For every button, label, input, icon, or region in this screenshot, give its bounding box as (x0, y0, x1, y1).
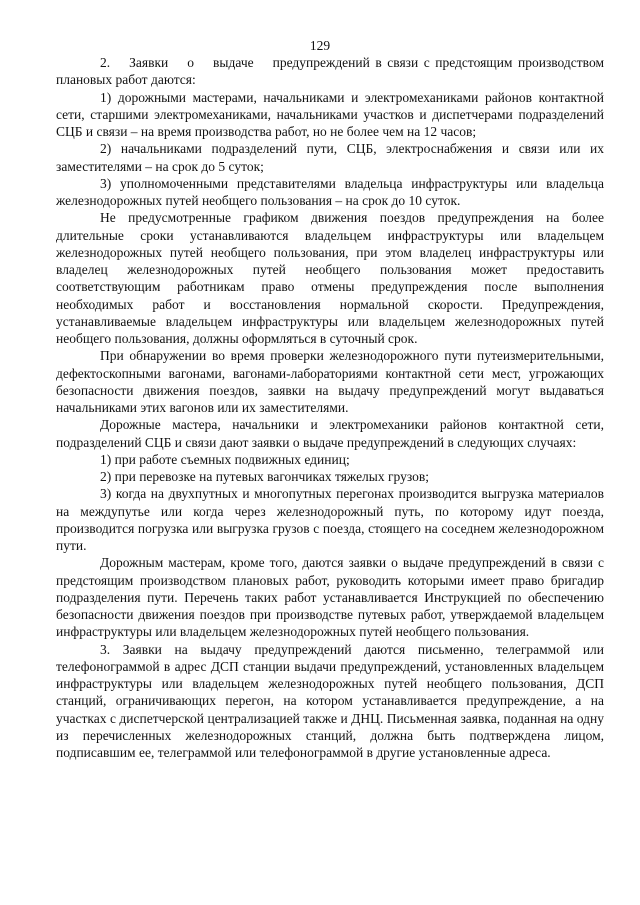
paragraph-following-cases: Дорожные мастера, начальники и электромеханики районов контактной сети, подразделений СЦБ и связи дают заявки о выдаче предупреждений в следующих случаях: (56, 417, 604, 450)
paragraph-case-heavy-cargo: 2) при перевозке на путевых вагончиках тяжелых грузов; (100, 469, 429, 484)
paragraph-road-masters-additional: Дорожным мастерам, кроме того, даются заявки о выдаче предупреждений в связи с предстоящим производством плановых работ, руководить которыми имеет право бригадир подразделения пути. Перечень таких работ устанавливается Инструкцией по обеспечению безопасности движения поездов при производстве путевых работ, утверждаемой владельцем инфраструктуры или владельцем железнодорожных путей необщего пользования. (56, 555, 604, 640)
paragraph-case-removable-units: 1) при работе съемных подвижных единиц; (100, 451, 350, 467)
page-number: 129 (309, 38, 331, 53)
paragraph-item-authorized-representatives: 3) уполномоченными представителями владельца инфраструктуры или владельца железнодорожных путей необщего пользования – на срок до 10 суток. (56, 175, 604, 208)
paragraph-inspection-cars: При обнаружении во время проверки железнодорожного пути путеизмерительными, дефектоскопными вагонами, вагонами-лабораториями контактной сети мест, угрожающих безопасности движения поездов, заявки на выдачу предупреждений могут выдаваться начальниками этих вагонов или их заместителями. (56, 348, 604, 415)
paragraph-item-road-masters: 1) дорожными мастерами, начальниками и электромеханиками районов контактной сети, старшими электромеханиками, начальниками участков и диспетчерами подразделений СЦБ и связи – на время производства работ, но не более чем на 12 часов; (56, 89, 604, 139)
paragraph-applications-planned-works: 2. Заявки о выдаче предупреждений в связи с предстоящим производством плановых работ даются: (56, 55, 604, 88)
paragraph-item-division-heads: 2) начальниками подразделений пути, СЦБ, электроснабжения и связи или их заместителями – на срок до 5 суток; (56, 141, 604, 174)
paragraph-unscheduled-warnings: Не предусмотренные графиком движения поездов предупреждения на более длительные сроки устанавливаются владельцем инфраструктуры или владельцем железнодорожных путей необщего пользования, при этом владелец инфраструктуры или владелец железнодорожных путей необщего пользования может предоставить соответствующим работникам право отмены предупреждения после выполнения необходимых работ и восстановления нормальной скорости. Предупреждения, устанавливаемые владельцем инфраструктуры или владельцем железнодорожных путей необщего пользования, должны оформляться в суточный срок. (56, 210, 604, 346)
document-body (56, 54, 604, 761)
paragraph-case-unloading: 3) когда на двухпутных и многопутных перегонах производится выгрузка материалов на междупутье или когда через железнодорожный путь, по которому идут поезда, производится погрузка или выгрузка грузов с поезда, стоящего на соседнем железнодорожном пути. (56, 486, 604, 553)
paragraph-written-applications: 3. Заявки на выдачу предупреждений даются письменно, телеграммой или телефонограммой в адрес ДСП станции выдачи предупреждений, установленных владельцем инфраструктуры или владельцем железнодорожных путей необщего пользования, ДСП станций, ограничивающих перегон, на котором устанавливается предупреждение, а на участках с диспетчерской централизацией также и ДНЦ. Письменная заявка, поданная на одну из перечисленных железнодорожных станций, должна быть подтверждена лицом, подписавшим ее, телеграммой или телефонограммой в другие установленные адреса. (56, 641, 604, 760)
